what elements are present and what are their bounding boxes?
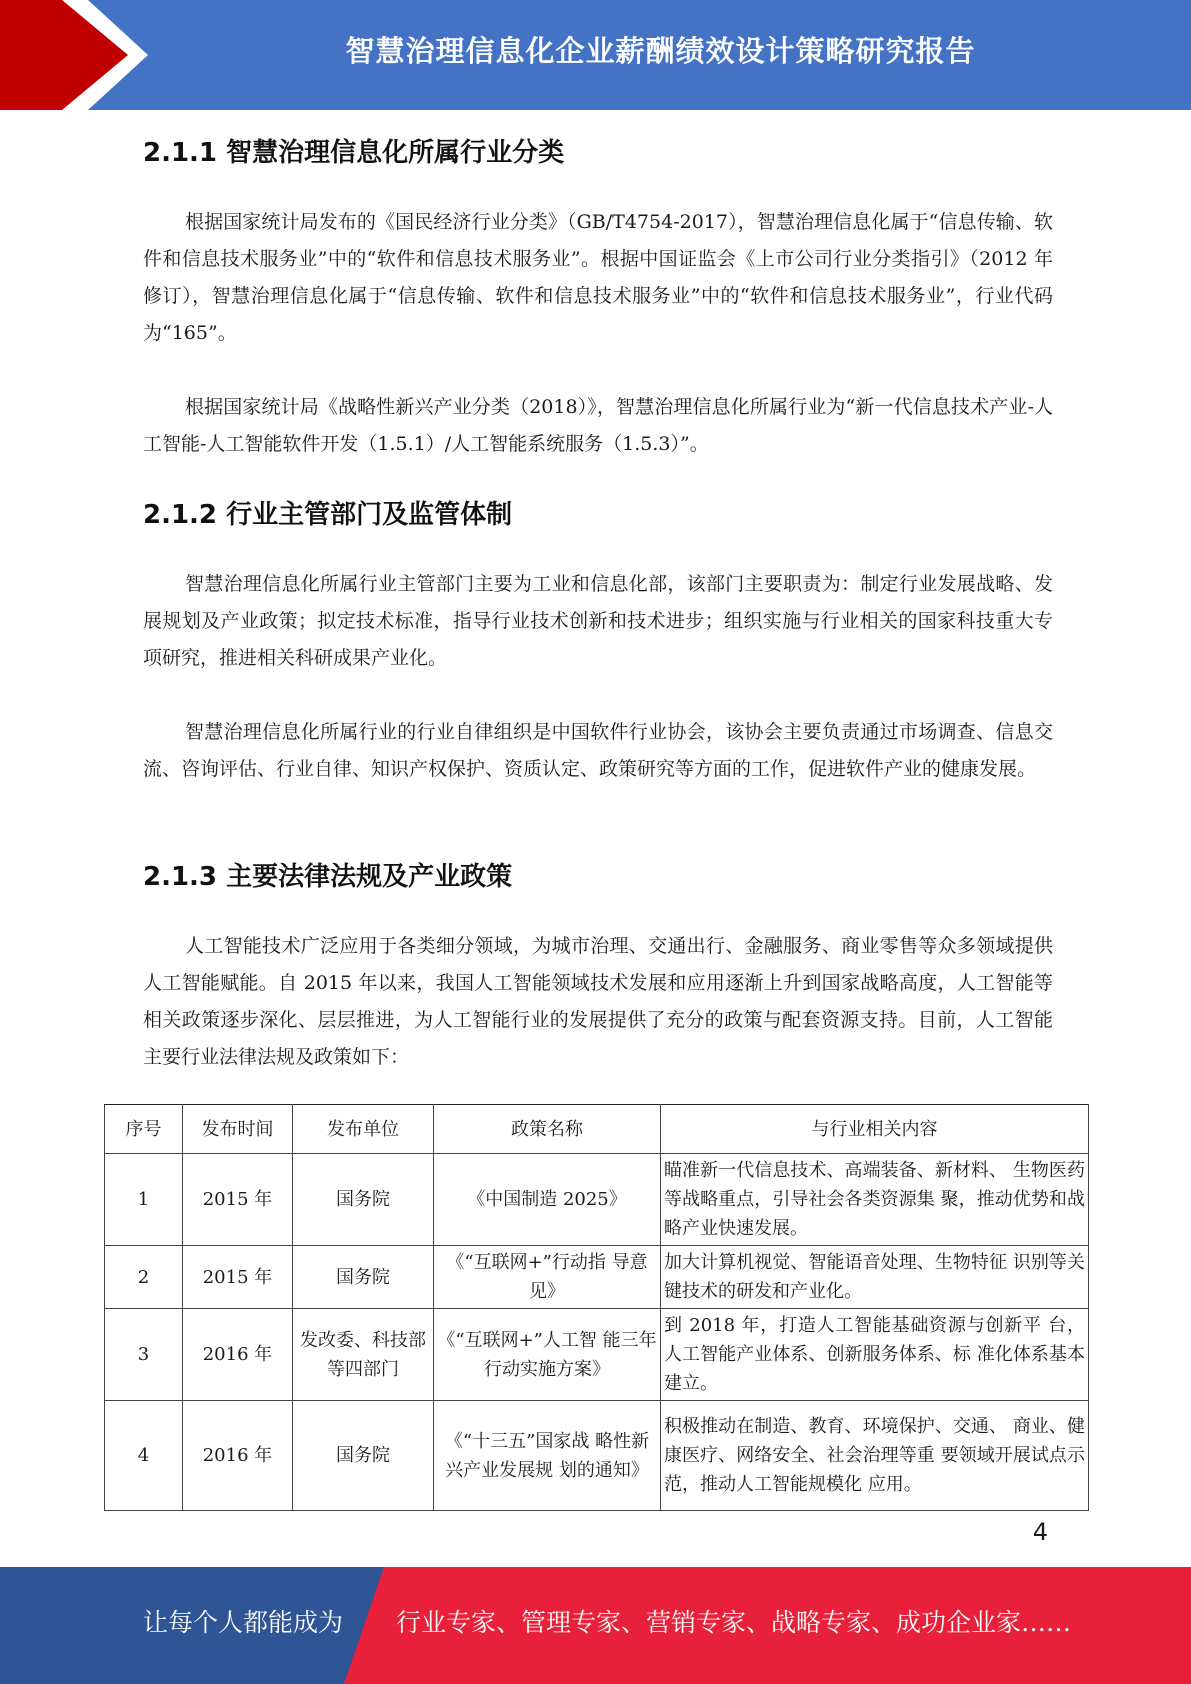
section-heading-2-1-3: 2.1.3 主要法律法规及产业政策	[143, 862, 513, 892]
header-no: 序号	[105, 1105, 183, 1154]
header-unit: 发布单位	[293, 1105, 434, 1154]
table-row	[105, 1309, 1089, 1401]
cell-no: 4	[105, 1401, 183, 1511]
cell-date: 2016 年	[183, 1309, 293, 1401]
cell-unit: 国务院	[293, 1154, 434, 1246]
cell-name: 《中国制造 2025》	[434, 1154, 661, 1246]
header-title: 智慧治理信息化企业薪酬绩效设计策略研究报告	[345, 34, 976, 68]
page-number: 4	[1032, 1518, 1048, 1546]
cell-unit: 国务院	[293, 1401, 434, 1511]
cell-content: 瞄准新一代信息技术、高端装备、新材料、 生物医药等战略重点，引导社会各类资源集 聚，推动优势和战略产业快速发展。	[661, 1154, 1089, 1246]
cell-no: 2	[105, 1246, 183, 1309]
header-date: 发布时间	[183, 1105, 293, 1154]
cell-name: 《“互联网+”行动指 导意见》	[434, 1246, 661, 1309]
cell-name: 《“互联网+”人工智 能三年行动实施方案》	[434, 1309, 661, 1401]
header-name: 政策名称	[434, 1105, 661, 1154]
header-content: 与行业相关内容	[661, 1105, 1089, 1154]
cell-content: 到 2018 年，打造人工智能基础资源与创新平 台，人工智能产业体系、创新服务体系、标 准化体系基本建立。	[661, 1309, 1089, 1401]
cell-no: 3	[105, 1309, 183, 1401]
table-row	[105, 1154, 1089, 1246]
paragraph-industry-classification: 根据国家统计局发布的《国民经济行业分类》（GB/T4754-2017），智慧治理信息化属于“信息传输、软件和信息技术服务业”中的“软件和信息技术服务业”。根据中国证监会《上市公司行业分类指引》（2012 年修订），智慧治理信息化属于“信息传输、软件和信息技术服务业”中的“软件和信息技术服务业”，行业代码为“165”。	[143, 211, 1053, 344]
page-footer	[0, 1567, 1191, 1684]
paragraph-authority: 智慧治理信息化所属行业主管部门主要为工业和信息化部，该部门主要职责为：制定行业发展战略、发展规划及产业政策；拟定技术标准，指导行业技术创新和技术进步；组织实施与行业相关的国家科技重大专项研究，推进相关科研成果产业化。	[143, 573, 1053, 669]
section-heading-2-1-2: 2.1.2 行业主管部门及监管体制	[143, 500, 513, 530]
cell-date: 2015 年	[183, 1246, 293, 1309]
cell-content: 加大计算机视觉、智能语音处理、生物特征 识别等关键技术的研发和产业化。	[661, 1246, 1089, 1309]
footer-slogan-right: 行业专家、管理专家、营销专家、战略专家、成功企业家……	[396, 1608, 1072, 1637]
policy-table-wrapper	[104, 1104, 1088, 1511]
section-heading-2-1-1: 2.1.1 智慧治理信息化所属行业分类	[143, 138, 565, 168]
cell-no: 1	[105, 1154, 183, 1246]
paragraph-self-regulatory: 智慧治理信息化所属行业的行业自律组织是中国软件行业协会，该协会主要负责通过市场调查、信息交流、咨询评估、行业自律、知识产权保护、资质认定、政策研究等方面的工作，促进软件产业的健康发展。	[143, 721, 1053, 780]
cell-date: 2015 年	[183, 1154, 293, 1246]
cell-date: 2016 年	[183, 1401, 293, 1511]
paragraph-policy-intro: 人工智能技术广泛应用于各类细分领域，为城市治理、交通出行、金融服务、商业零售等众多领域提供人工智能赋能。自 2015 年以来，我国人工智能领域技术发展和应用逐渐上升到国家战略高度，人工智能等相关政策逐步深化、层层推进，为人工智能行业的发展提供了充分的政策与配套资源支持。目前，人工智能主要行业法律法规及政策如下：	[143, 935, 1053, 1068]
policy-table	[104, 1104, 1089, 1511]
table-row	[105, 1401, 1089, 1511]
cell-name: 《“十三五”国家战 略性新兴产业发展规 划的通知》	[434, 1401, 661, 1511]
table-header-row	[105, 1105, 1089, 1154]
cell-unit: 国务院	[293, 1246, 434, 1309]
cell-content: 积极推动在制造、教育、环境保护、交通、 商业、健康医疗、网络安全、社会治理等重 要领域开展试点示范，推动人工智能规模化 应用。	[661, 1401, 1089, 1511]
cell-unit: 发改委、科技部等四部门	[293, 1309, 434, 1401]
table-row	[105, 1246, 1089, 1309]
paragraph-strategic-industry: 根据国家统计局《战略性新兴产业分类（2018）》，智慧治理信息化所属行业为“新一代信息技术产业-人工智能-人工智能软件开发（1.5.1）/人工智能系统服务（1.5.3）”。	[143, 396, 1053, 455]
footer-slogan-left: 让每个人都能成为	[143, 1608, 344, 1637]
page-header	[0, 0, 1191, 110]
